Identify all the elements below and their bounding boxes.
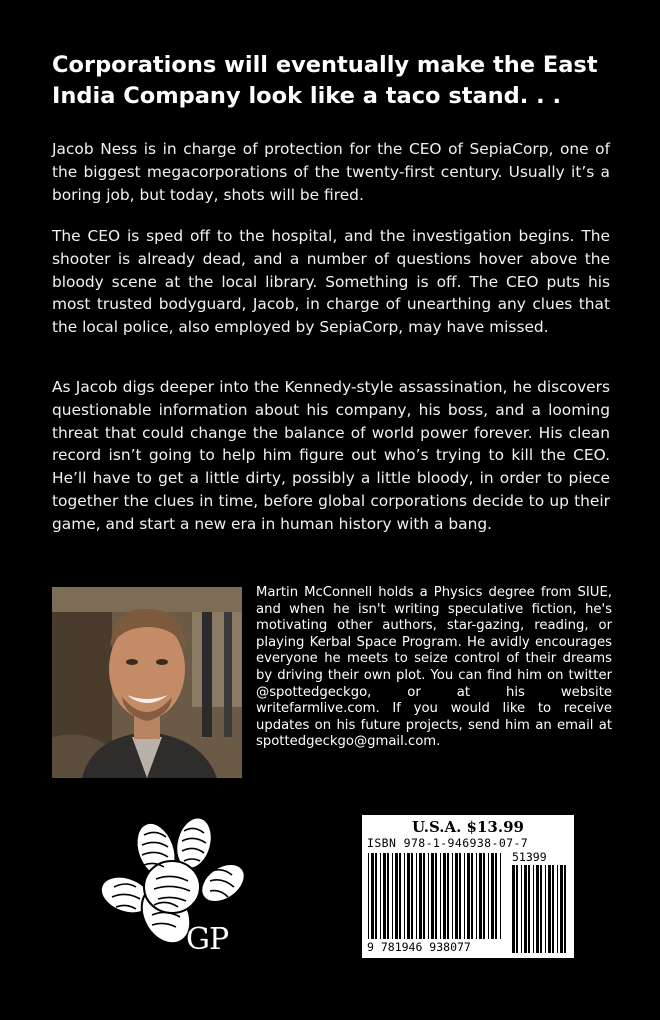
blurb-paragraph-2: The CEO is sped off to the hospital, and the investigation begins. The shooter is already dead, and a number of questions hover above the bloody scene at the local library. Something is off. The CEO puts his most trusted bodyguard, Jacob, in charge of unearthing any clues that the local police, also employed by SepiaCorp, may have missed.: [52, 227, 610, 337]
author-bio: Martin McConnell holds a Physics degree from SIUE, and when he isn't writing speculative fiction, he's motivating other authors, star-gazing, reading, or playing Kerbal Space Program. He avidly encourages everyone he meets to seize control of their dreams by driving their own plot. You can find him on twitter @spottedgeckgo, or at his website writefarmlive.com. If you would like to receive updates on his future projects, send him an email at spottedgeckgo@gmail.com.: [256, 585, 612, 750]
back-cover-headline: Corporations will eventually make the East India Company look like a taco stand. . .: [52, 52, 598, 109]
publisher-logo-text: GP: [186, 922, 229, 957]
blurb-paragraph-1: Jacob Ness is in charge of protection for the CEO of SepiaCorp, one of the biggest megacorporations of the twenty-first century. Usually it’s a boring job, but today, shots will be fired.: [52, 140, 610, 204]
isbn-barcode: [362, 815, 574, 958]
price-label: U.S.A. $13.99: [412, 818, 524, 836]
ean-barcode-bars: [362, 815, 574, 958]
ean-number: 9 781946 938077: [367, 940, 471, 954]
blurb-paragraph-3: As Jacob digs deeper into the Kennedy-style assassination, he discovers questionable information about his company, his boss, and a looming threat that could change the balance of world power forever. His clean record isn’t going to help him figure out who’s trying to kill the CEO. He’ll have to get a little dirty, possibly a little bloody, in order to piece together the clues in time, before global corporations decide to up their game, and start a new era in human history with a bang.: [52, 378, 610, 533]
isbn-label: ISBN 978-1-946938-07-7: [367, 836, 529, 850]
author-photo: [52, 587, 242, 778]
barcode-addon-number: 51399: [512, 850, 547, 864]
